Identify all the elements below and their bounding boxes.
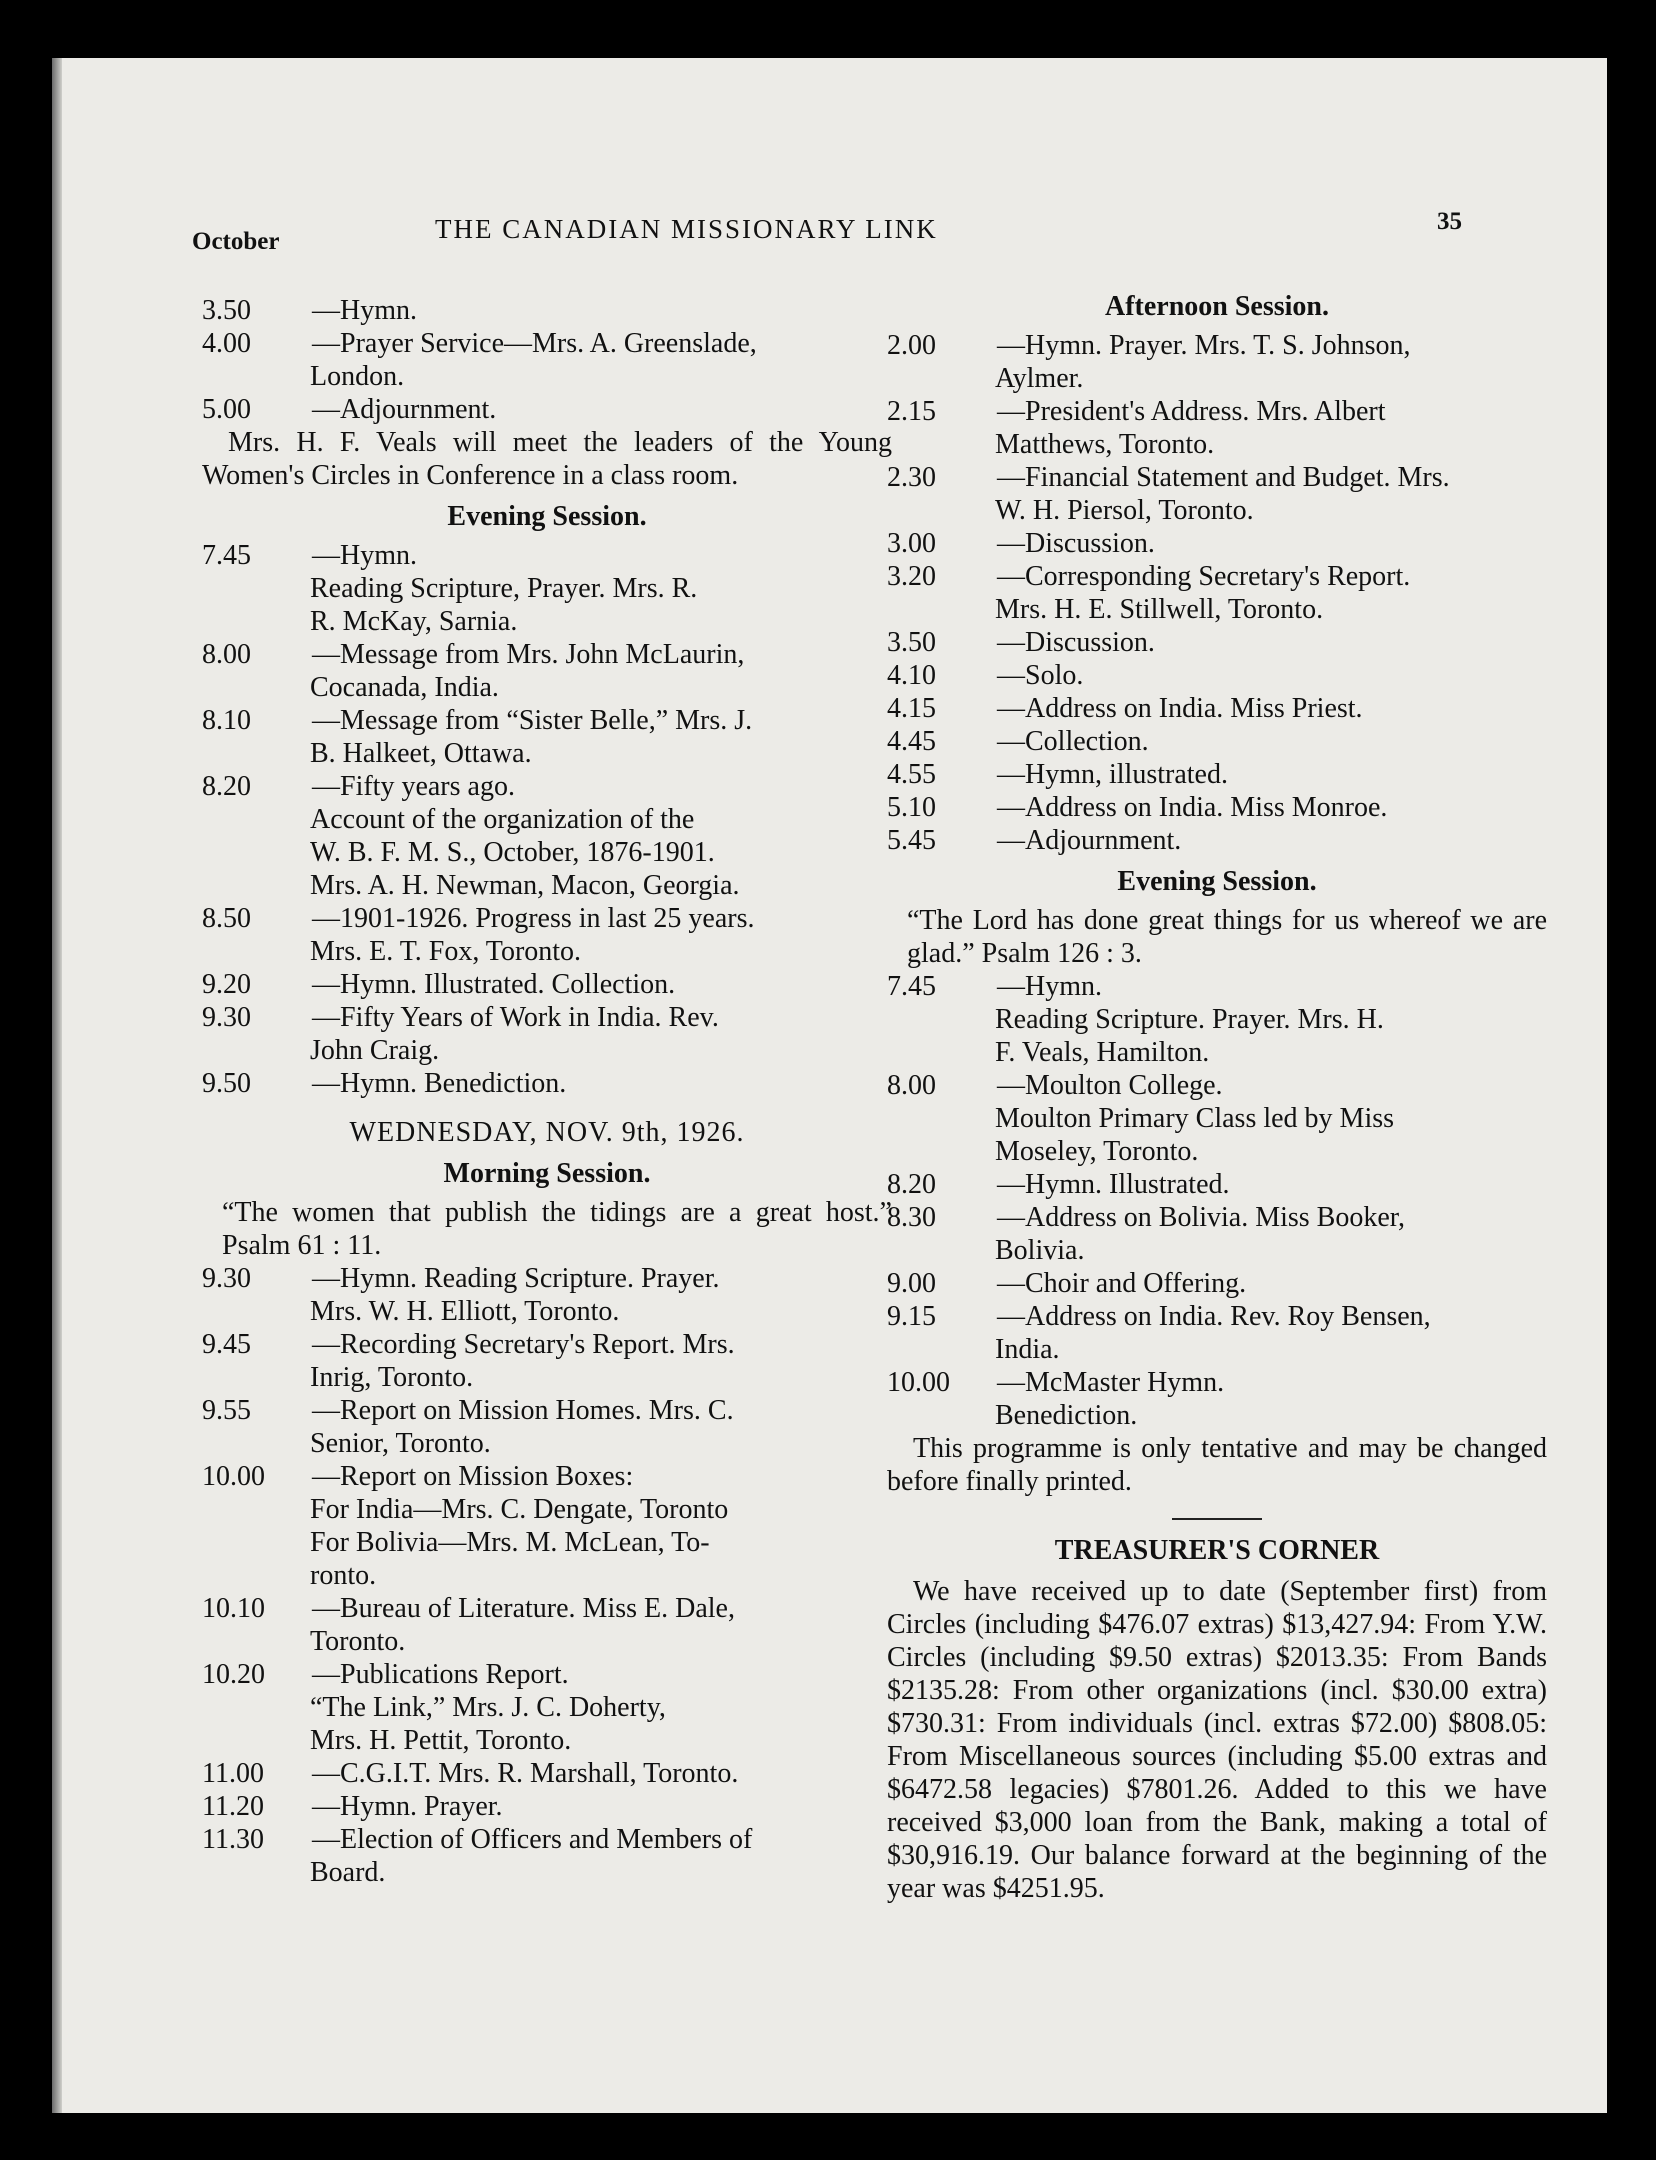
item-continuation: Reading Scripture, Prayer. Mrs. R. [310,573,698,604]
program-item [202,638,892,704]
item-continuation: R. McKay, Sarnia. [310,606,518,637]
item-time: 9.30 [202,1263,251,1294]
program-list-e [887,970,1547,1432]
item-time: 8.10 [202,705,251,736]
item-continuation: Inrig, Toronto. [310,1362,474,1393]
item-time: 3.50 [202,295,251,326]
item-time: 8.20 [202,771,251,802]
item-time: 8.30 [887,1202,936,1233]
item-continuation: “The Link,” Mrs. J. C. Doherty, [310,1692,666,1723]
program-item [202,1460,892,1592]
running-head-month: October [192,228,280,255]
program-item [887,1267,1547,1300]
item-continuation: Matthews, Toronto. [995,429,1215,460]
item-text: —Financial Statement and Budget. Mrs. [997,462,1450,493]
item-text: —Discussion. [997,627,1155,658]
item-continuation: Aylmer. [995,363,1084,394]
item-text: —Hymn. [312,295,417,326]
item-text: —Hymn. Illustrated. [997,1169,1230,1200]
program-list-a [202,294,892,426]
item-time: 3.00 [887,528,936,559]
item-time: 2.30 [887,462,936,493]
page-number: 35 [1437,208,1462,235]
morning-session-heading: Morning Session. [443,1158,651,1189]
item-time: 8.50 [202,903,251,934]
item-time: 2.00 [887,330,936,361]
item-time: 10.10 [202,1593,265,1624]
treasurer-heading: TREASURER'S CORNER [1054,1535,1380,1566]
program-item [202,539,892,638]
item-text: —Solo. [997,660,1084,691]
item-text: —Report on Mission Homes. Mrs. C. [312,1395,734,1426]
veals-note: Mrs. H. F. Veals will meet the leaders of the Young Women's Circles in Conference in a class room. [202,427,892,491]
program-item [202,1328,892,1394]
item-time: 9.55 [202,1395,251,1426]
running-head [192,208,1462,258]
item-text: —Report on Mission Boxes: [312,1461,634,1492]
program-item [887,1366,1547,1432]
page-spine [52,58,62,2113]
item-continuation: Account of the organization of the [310,804,695,835]
item-time: 9.20 [202,969,251,1000]
item-continuation: John Craig. [310,1035,440,1066]
program-item [887,395,1547,461]
item-time: 8.00 [887,1070,936,1101]
item-time: 10.00 [202,1461,265,1492]
item-continuation: B. Halkeet, Ottawa. [310,738,532,769]
item-text: —Adjournment. [312,394,497,425]
program-item [887,1201,1547,1267]
item-time: 5.45 [887,825,936,856]
program-item [887,461,1547,527]
item-text: —President's Address. Mrs. Albert [997,396,1386,427]
morning-quote: “The women that publish the tidings are a great host.” Psalm 61 : 11. [222,1197,892,1261]
item-time: 4.15 [887,693,936,724]
item-text: —Hymn. [997,971,1102,1002]
item-continuation: Mrs. E. T. Fox, Toronto. [310,936,582,967]
item-continuation: W. B. F. M. S., October, 1876-1901. [310,837,715,868]
item-time: 5.00 [202,394,251,425]
item-text: —Address on India. Miss Priest. [997,693,1363,724]
program-item [202,327,892,393]
program-item [887,824,1547,857]
item-time: 10.20 [202,1659,265,1690]
program-item [202,1262,892,1328]
scanned-page [52,58,1607,2113]
item-time: 5.10 [887,792,936,823]
item-text: —Prayer Service—Mrs. A. Greenslade, [312,328,757,359]
item-time: 4.45 [887,726,936,757]
program-item [887,329,1547,395]
program-item [202,1001,892,1067]
item-text: —Election of Officers and Members of [312,1824,753,1855]
item-continuation: Mrs. H. Pettit, Toronto. [310,1725,572,1756]
program-item [887,758,1547,791]
running-head-title: THE CANADIAN MISSIONARY LINK [435,214,938,244]
left-column [202,294,892,1889]
item-text: —Message from Mrs. John McLaurin, [312,639,745,670]
item-time: 10.00 [887,1367,950,1398]
item-time: 7.45 [887,971,936,1002]
program-item [202,902,892,968]
item-continuation: Mrs. A. H. Newman, Macon, Georgia. [310,870,740,901]
program-list-d [887,329,1547,857]
item-text: —Message from “Sister Belle,” Mrs. J. [312,705,753,736]
item-continuation: India. [995,1334,1060,1365]
item-text: —Bureau of Literature. Miss E. Dale, [312,1593,735,1624]
item-continuation: W. H. Piersol, Toronto. [995,495,1254,526]
item-time: 7.45 [202,540,251,571]
program-item [202,770,892,902]
item-text: —Collection. [997,726,1149,757]
item-time: 4.55 [887,759,936,790]
item-time: 11.30 [202,1824,264,1855]
item-continuation: Mrs. W. H. Elliott, Toronto. [310,1296,620,1327]
item-continuation: Reading Scripture. Prayer. Mrs. H. [995,1004,1384,1035]
item-text: —Fifty Years of Work in India. Rev. [312,1002,719,1033]
program-item [202,1394,892,1460]
program-item [202,1592,892,1658]
item-continuation: London. [310,361,405,392]
item-time: 9.15 [887,1301,936,1332]
tentative-note: This programme is only tentative and may be changed before finally printed. [887,1433,1547,1497]
program-item [887,1069,1547,1168]
item-time: 9.50 [202,1068,251,1099]
item-text: —Hymn. Prayer. [312,1791,503,1822]
program-item [887,1300,1547,1366]
evening-session-heading: Evening Session. [447,501,647,532]
item-continuation: ronto. [310,1560,377,1591]
program-item [887,626,1547,659]
treasurer-text: We have received up to date (September first) from Circles (including $476.07 extras) $13,427.94: From Y.W. Circles (including $9.50 extras) $2013.35: From Bands $2135.28: From other organizations (incl. $30.00 extra) $730.31: From individuals (incl. extras $72.00) $808.05: From Miscellaneous sources (including $5.00 extras and $6472.58 legacies) $7801.26. Added to this we have received $3,000 loan from the Bank, making a total of $30,916.19. Our balance forward at the beginning of the year was $4251.95. [887,1576,1547,1904]
right-column [887,282,1547,1905]
program-item [202,294,892,327]
item-continuation: Benediction. [995,1400,1138,1431]
item-text: —Fifty years ago. [312,771,515,802]
item-time: 2.15 [887,396,936,427]
item-time: 3.20 [887,561,936,592]
program-list-c [202,1262,892,1889]
item-text: —1901-1926. Progress in last 25 years. [312,903,755,934]
item-time: 11.00 [202,1758,264,1789]
program-item [202,1790,892,1823]
item-text: —Hymn, illustrated. [997,759,1228,790]
item-text: —Choir and Offering. [997,1268,1247,1299]
item-continuation: Board. [310,1857,386,1888]
item-text: —Publications Report. [312,1659,569,1690]
item-time: 9.00 [887,1268,936,1299]
divider [1172,1518,1262,1520]
program-item [887,560,1547,626]
item-continuation: Bolivia. [995,1235,1085,1266]
item-continuation: Toronto. [310,1626,406,1657]
item-text: —Hymn. Benediction. [312,1068,567,1099]
item-text: —Hymn. Prayer. Mrs. T. S. Johnson, [997,330,1411,361]
item-time: 8.00 [202,639,251,670]
item-continuation: F. Veals, Hamilton. [995,1037,1210,1068]
item-text: —Address on Bolivia. Miss Booker, [997,1202,1405,1233]
program-list-b [202,539,892,1100]
item-text: —McMaster Hymn. [997,1367,1225,1398]
item-text: —Corresponding Secretary's Report. [997,561,1411,592]
program-item [202,1823,892,1889]
item-text: —Address on India. Miss Monroe. [997,792,1388,823]
program-item [887,970,1547,1069]
program-item [202,1757,892,1790]
afternoon-session-heading: Afternoon Session. [1104,291,1329,322]
program-item [202,704,892,770]
program-item [887,1168,1547,1201]
item-time: 3.50 [887,627,936,658]
item-text: —Hymn. [312,540,417,571]
evening-quote: “The Lord has done great things for us whereof we are glad.” Psalm 126 : 3. [907,905,1547,969]
item-text: —Adjournment. [997,825,1182,856]
program-item [202,1658,892,1757]
item-time: 4.00 [202,328,251,359]
item-continuation: Cocanada, India. [310,672,499,703]
item-time: 11.20 [202,1791,264,1822]
program-item [202,393,892,426]
item-continuation: Senior, Toronto. [310,1428,491,1459]
item-time: 9.30 [202,1002,251,1033]
item-time: 4.10 [887,660,936,691]
item-text: —Address on India. Rev. Roy Bensen, [997,1301,1431,1332]
item-time: 8.20 [887,1169,936,1200]
item-continuation: Mrs. H. E. Stillwell, Toronto. [995,594,1324,625]
item-continuation: For India—Mrs. C. Dengate, Toronto [310,1494,729,1525]
program-item [887,692,1547,725]
item-text: —Hymn. Reading Scripture. Prayer. [312,1263,720,1294]
item-time: 9.45 [202,1329,251,1360]
evening-session-heading-2: Evening Session. [1117,866,1317,897]
program-item [887,725,1547,758]
item-continuation: For Bolivia—Mrs. M. McLean, To- [310,1527,710,1558]
item-continuation: Moseley, Toronto. [995,1136,1199,1167]
item-text: —Moulton College. [997,1070,1223,1101]
item-text: —Hymn. Illustrated. Collection. [312,969,676,1000]
day-heading: WEDNESDAY, NOV. 9th, 1926. [349,1117,745,1148]
item-text: —Recording Secretary's Report. Mrs. [312,1329,735,1360]
program-item [887,527,1547,560]
program-item [887,791,1547,824]
item-continuation: Moulton Primary Class led by Miss [995,1103,1395,1134]
program-item [202,1067,892,1100]
program-item [887,659,1547,692]
item-text: —Discussion. [997,528,1155,559]
item-text: —C.G.I.T. Mrs. R. Marshall, Toronto. [312,1758,739,1789]
program-item [202,968,892,1001]
